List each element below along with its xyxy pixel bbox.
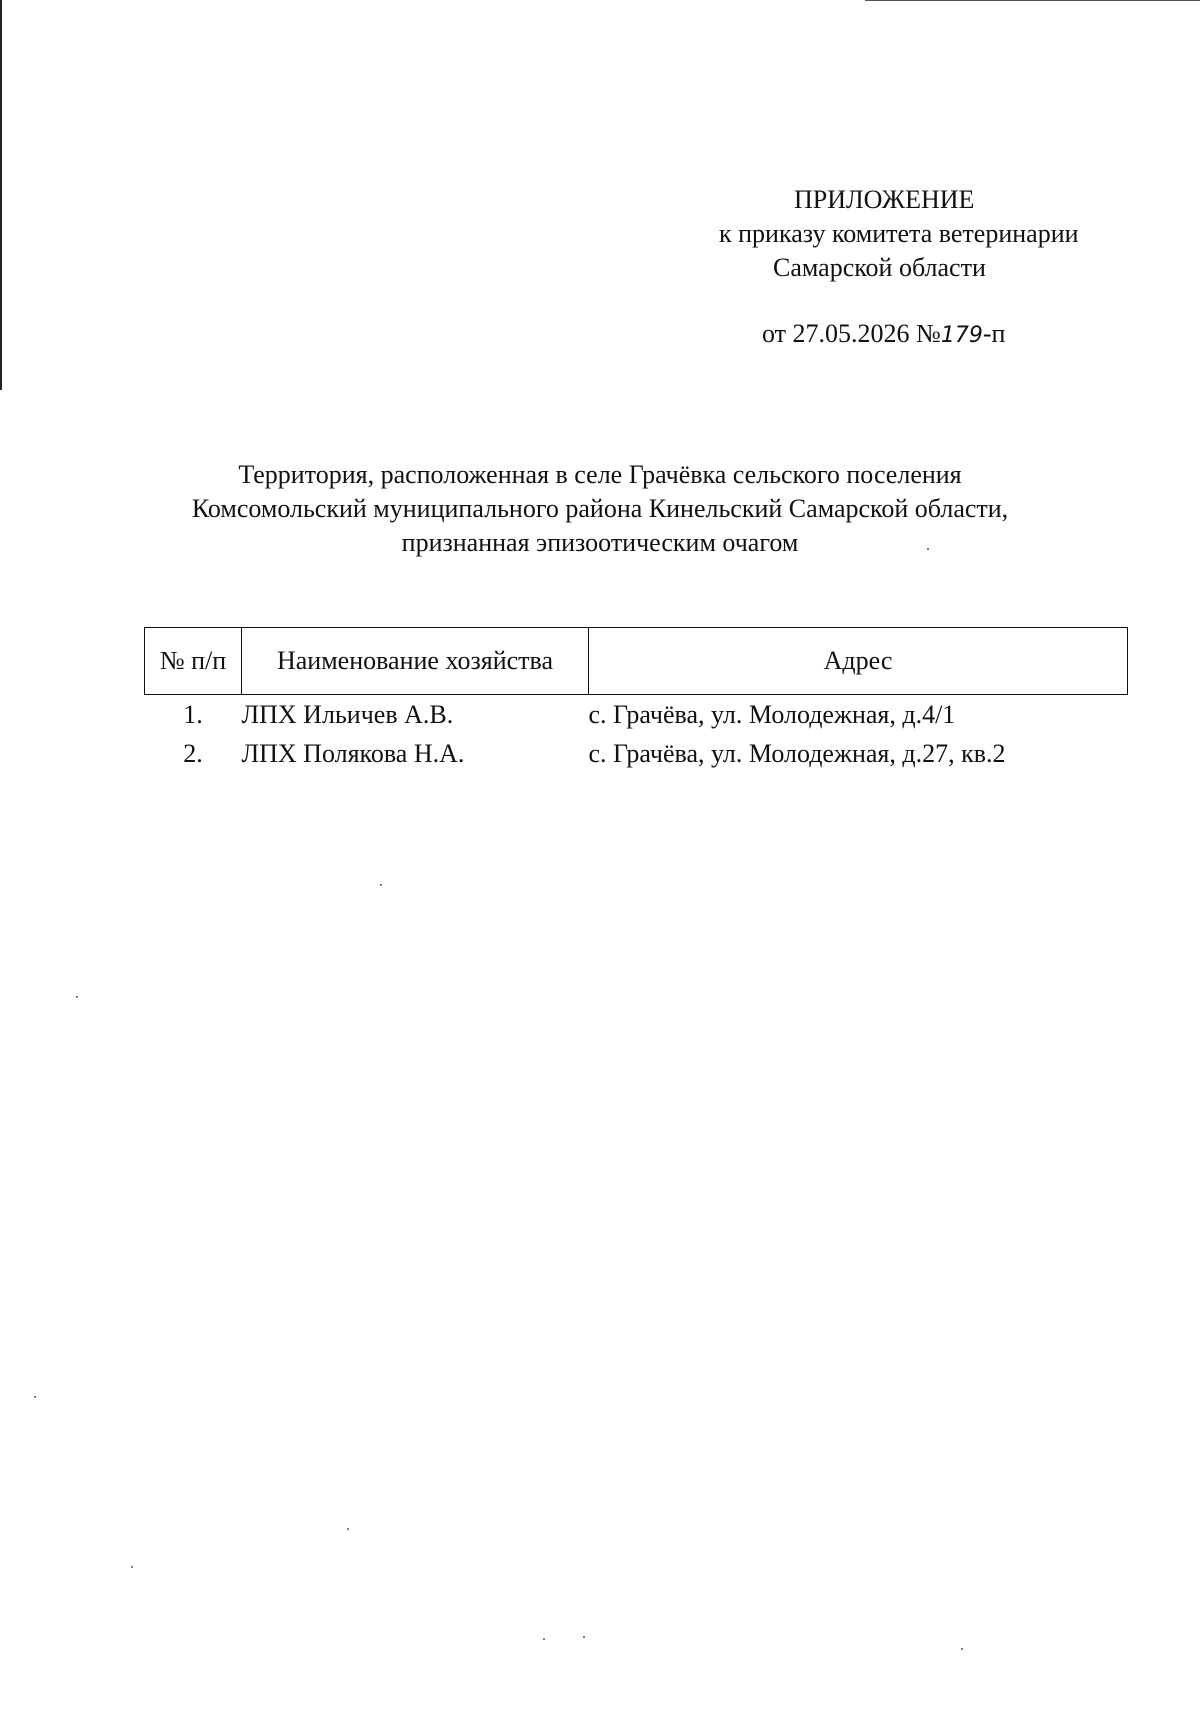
scan-speck [34, 1396, 36, 1398]
scan-edge-top [865, 0, 1200, 1]
row-num: 1. [183, 699, 203, 729]
row-name: ЛПХ Полякова Н.А. [241, 738, 465, 768]
header-address: Адрес [589, 628, 1128, 695]
scan-edge-left [0, 0, 2, 390]
row-address: с. Грачёва, ул. Молодежная, д.27, кв.2 [588, 738, 1006, 768]
farms-table [144, 627, 1128, 773]
scan-speck [76, 996, 78, 998]
table-row [145, 695, 1128, 735]
appendix-title: ПРИЛОЖЕНИЕ [794, 185, 975, 214]
scan-speck [961, 1648, 963, 1650]
table-row [145, 734, 1128, 773]
row-name: ЛПХ Ильичев А.В. [241, 699, 454, 729]
order-date-prefix: от 27.05.2026 № [762, 319, 941, 348]
heading-line2: Комсомольский муниципального района Кинельский Самарской области, [191, 494, 1009, 523]
heading-line1: Территория, расположенная в селе Грачёвка сельского поселения [238, 460, 962, 489]
row-address: с. Грачёва, ул. Молодежная, д.4/1 [588, 699, 956, 729]
header-name: Наименование хозяйства [242, 628, 589, 695]
row-num: 2. [183, 738, 203, 768]
scan-speck [347, 1528, 349, 1530]
scan-speck [927, 548, 929, 550]
order-number: 179 [940, 323, 983, 348]
heading-line3: признанная эпизоотическим очагом [401, 528, 799, 557]
scan-speck [131, 1566, 133, 1568]
header-num: № п/п [145, 628, 242, 695]
document-heading [150, 458, 1050, 560]
order-suffix: -п [982, 319, 1006, 348]
appendix-line1: к приказу комитета ветеринарии [719, 219, 1079, 248]
scan-speck [583, 1636, 585, 1638]
scan-speck [380, 884, 382, 886]
appendix-line2: Самарской области [773, 253, 986, 282]
order-date-line [762, 317, 1005, 353]
table-header-row [145, 628, 1128, 695]
scan-speck [543, 1638, 545, 1640]
